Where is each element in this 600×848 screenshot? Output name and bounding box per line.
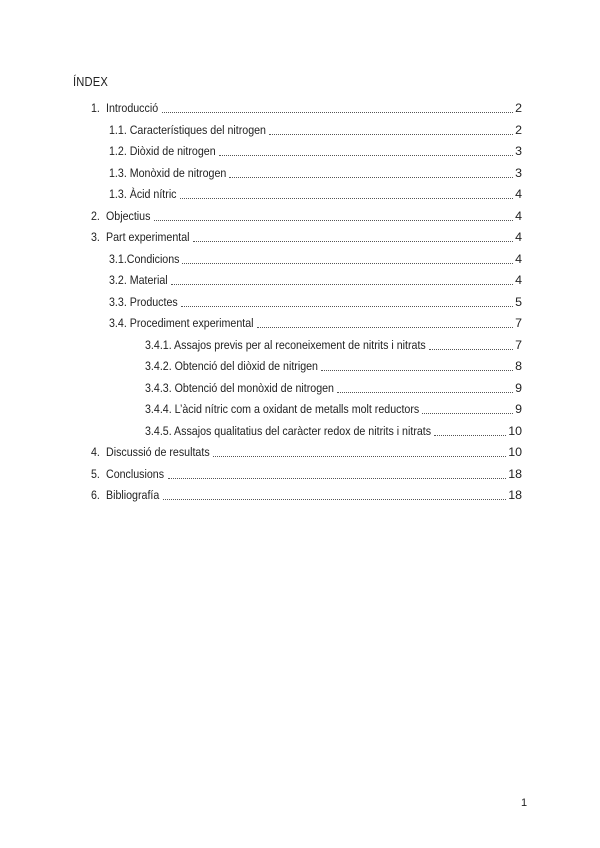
toc-entry-page: 4 xyxy=(515,230,522,244)
toc-dot-leader xyxy=(180,197,514,199)
toc-dot-leader xyxy=(163,498,506,500)
toc-entry[interactable] xyxy=(145,419,522,439)
toc-entry-page: 10 xyxy=(508,445,522,459)
toc-entry-title: 3.1.Condicions xyxy=(109,251,180,266)
toc-entry-number: 5. xyxy=(91,466,100,481)
toc-entry-title: Introducció xyxy=(106,101,159,115)
toc-entry-number: 2. xyxy=(91,208,100,223)
toc-entry-title: 3.3. Productes xyxy=(109,294,178,309)
toc-entry-title: Objectius xyxy=(106,208,151,223)
toc-entry-page: 4 xyxy=(515,273,522,287)
toc-entry[interactable] xyxy=(145,397,522,417)
toc-entry-page: 3 xyxy=(515,165,522,180)
toc-entry-title: 3.4.3. Obtenció del monòxid de nitrogen xyxy=(145,380,334,395)
toc-dot-leader xyxy=(171,283,513,285)
toc-entry-number: 1. xyxy=(91,101,100,115)
toc-entry-page: 9 xyxy=(515,380,522,395)
toc-entry[interactable] xyxy=(109,311,522,331)
toc-entry-page: 9 xyxy=(515,402,522,416)
toc-entry[interactable] xyxy=(109,118,522,138)
toc-entry[interactable] xyxy=(145,376,522,396)
toc-entry-page: 18 xyxy=(508,466,522,481)
toc-dot-leader xyxy=(229,176,513,178)
toc-entry-title: 1.1. Característiques del nitrogen xyxy=(109,122,266,137)
toc-dot-leader xyxy=(337,391,513,393)
toc-entry-page: 5 xyxy=(515,294,522,309)
toc-entry[interactable] xyxy=(109,247,522,267)
toc-entry-title: 1.3. Monòxid de nitrogen xyxy=(109,165,227,180)
toc-entry-number: 3. xyxy=(91,230,100,244)
toc-entry-number: 4. xyxy=(91,445,100,459)
toc-entry-title: Bibliografía xyxy=(106,488,160,502)
toc-dot-leader xyxy=(193,240,513,242)
toc-entry-page: 4 xyxy=(515,187,522,201)
toc-dot-leader xyxy=(168,477,507,479)
toc-entry[interactable] xyxy=(91,225,522,245)
toc-entry-title: 3.2. Material xyxy=(109,273,168,287)
toc-entry[interactable] xyxy=(91,483,522,503)
page-number: 1 xyxy=(521,797,528,809)
toc-entry-title: Conclusions xyxy=(106,466,165,481)
toc-dot-leader xyxy=(269,133,513,135)
toc-entry-title: 3.4. Procediment experimental xyxy=(109,316,254,330)
toc-entry-title: 3.4.1. Assajos previs per al reconeixement de nitrits i nitrats xyxy=(145,337,426,352)
toc-entry-title: 3.4.2. Obtenció del diòxid de nitrigen xyxy=(145,359,318,373)
toc-entry-page: 10 xyxy=(508,423,522,438)
toc-dot-leader xyxy=(219,154,513,156)
toc-dot-leader xyxy=(182,262,513,264)
toc-entry-page: 2 xyxy=(515,101,522,115)
toc-entry-page: 3 xyxy=(515,144,522,158)
toc-entry[interactable] xyxy=(91,462,522,482)
toc-dot-leader xyxy=(434,434,506,436)
toc-entry[interactable] xyxy=(145,354,522,374)
toc-entry-title: 3.4.5. Assajos qualitatius del caràcter redox de nitrits i nitrats xyxy=(145,423,432,438)
toc-dot-leader xyxy=(162,111,514,113)
toc-title: ÍNDEX xyxy=(73,74,109,89)
toc-entry-title: 3.4.4. L’àcid nítric com a oxidant de metalls molt reductors xyxy=(145,402,420,416)
toc-entry[interactable] xyxy=(109,139,522,159)
toc-dot-leader xyxy=(429,348,513,350)
toc-entry[interactable] xyxy=(91,204,522,224)
toc-dot-leader xyxy=(422,412,513,414)
toc-dot-leader xyxy=(257,326,514,328)
toc-entry-number: 6. xyxy=(91,488,100,502)
toc-entry-title: 1.2. Diòxid de nitrogen xyxy=(109,144,216,158)
toc-entry[interactable] xyxy=(91,96,522,116)
toc-entry-page: 4 xyxy=(515,208,522,223)
toc-entry[interactable] xyxy=(109,182,522,202)
toc-entry-page: 7 xyxy=(515,337,522,352)
toc-entry[interactable] xyxy=(145,333,522,353)
toc-entry[interactable] xyxy=(91,440,522,460)
toc-dot-leader xyxy=(321,369,513,371)
toc-entry-page: 2 xyxy=(515,122,522,137)
toc-entry-page: 8 xyxy=(515,359,522,373)
toc-entry-title: 1.3. Àcid nítric xyxy=(109,187,177,201)
toc-dot-leader xyxy=(154,219,513,221)
toc-entry-page: 7 xyxy=(515,316,522,330)
toc-entry-title: Discussió de resultats xyxy=(106,445,211,459)
toc-entry-page: 4 xyxy=(515,251,522,266)
toc-entry[interactable] xyxy=(109,161,522,181)
toc-entry[interactable] xyxy=(109,268,522,288)
toc-entry[interactable] xyxy=(109,290,522,310)
toc-entry-page: 18 xyxy=(508,488,522,502)
toc-entry-title: Part experimental xyxy=(106,230,190,244)
toc-dot-leader xyxy=(213,455,506,457)
toc-dot-leader xyxy=(181,305,513,307)
